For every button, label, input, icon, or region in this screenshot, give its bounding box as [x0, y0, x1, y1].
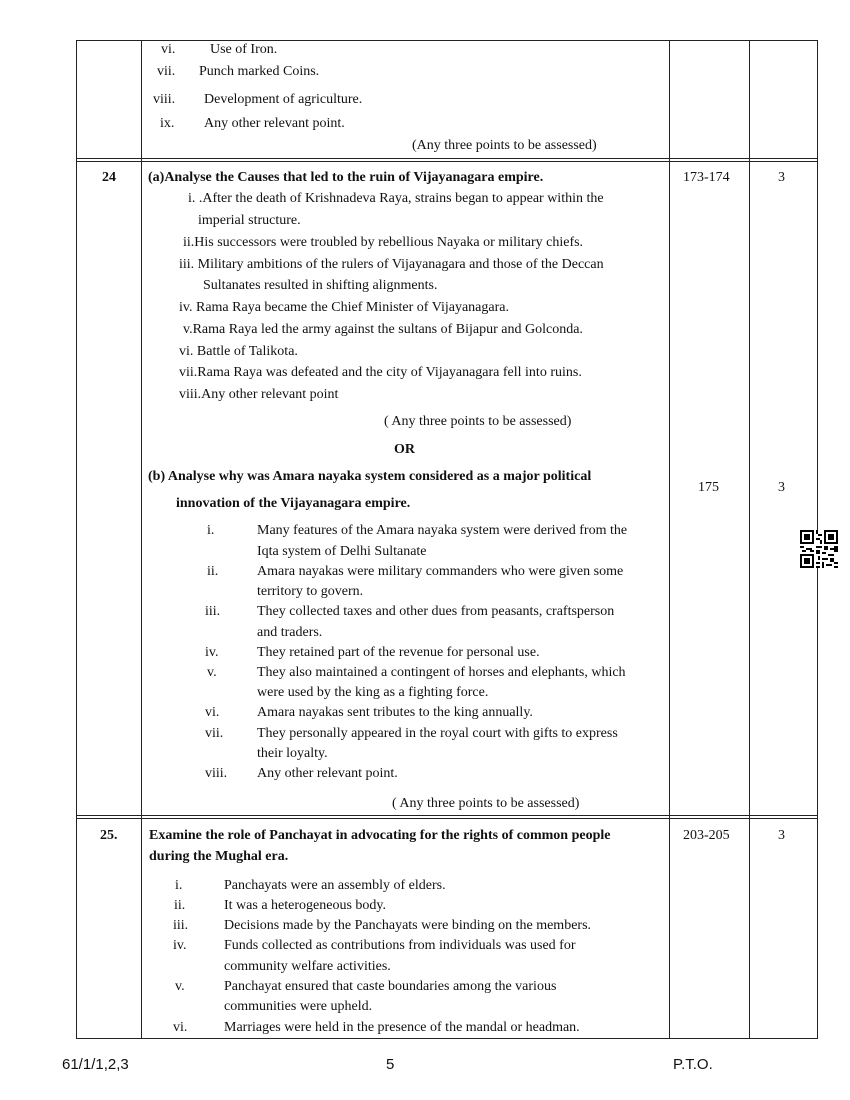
q25-item-num: ii. — [174, 898, 186, 913]
q24a-line: v.Rama Raya led the army against the sultans of Bijapur and Golconda. — [183, 322, 583, 337]
table-border-col2 — [669, 40, 670, 1039]
q24b-item-line: and traders. — [257, 625, 323, 640]
q24a-marks: 3 — [778, 170, 785, 185]
q24a-line: vii.Rama Raya was defeated and the city of Vijayanagara fell into ruins. — [179, 365, 582, 380]
footer-paper-code: 61/1/1,2,3 — [62, 1056, 129, 1073]
q25-item-line: Decisions made by the Panchayats were binding on the members. — [224, 918, 592, 933]
q25-item-num: vi. — [173, 1020, 188, 1035]
q24a-line: imperial structure. — [198, 213, 301, 228]
footer-page-number: 5 — [386, 1056, 395, 1073]
row-divider-25 — [76, 815, 818, 816]
q24b-title-line1: (b) Analyse why was Amara nayaka system considered as a major political — [148, 469, 592, 484]
q25-item-line: Marriages were held in the presence of the mandal or headman. — [224, 1020, 580, 1035]
q24a-title: (a)Analyse the Causes that led to the ruin of Vijayanagara empire. — [148, 170, 544, 185]
q24b-item-line: They personally appeared in the royal court with gifts to express — [257, 726, 618, 741]
q24b-assess-note: ( Any three points to be assessed) — [392, 796, 580, 811]
q25-item-num: iii. — [173, 918, 189, 933]
q25-marks: 3 — [778, 828, 785, 843]
qr-code-icon — [800, 530, 838, 568]
q24b-marks: 3 — [778, 480, 785, 495]
top-item-text: Any other relevant point. — [204, 116, 345, 131]
footer-pto: P.T.O. — [673, 1056, 713, 1073]
q25-item-num: v. — [175, 979, 185, 994]
q25-number: 25. — [100, 828, 118, 843]
q24-number: 24 — [102, 170, 116, 185]
top-item-num: ix. — [160, 116, 175, 131]
q24b-item-line: were used by the king as a fighting force. — [257, 685, 489, 700]
table-border-bottom — [76, 1038, 818, 1039]
q24b-item-line: territory to govern. — [257, 584, 364, 599]
q24b-item-num: iii. — [205, 604, 221, 619]
top-item-text: Punch marked Coins. — [199, 64, 320, 79]
q24a-line: iv. Rama Raya became the Chief Minister of Vijayanagara. — [179, 300, 509, 315]
q24-or-label: OR — [394, 442, 415, 457]
top-item-text: Use of Iron. — [210, 42, 278, 57]
table-border-col3 — [749, 40, 750, 1039]
row-divider-24b — [76, 161, 818, 162]
q24b-item-line: Any other relevant point. — [257, 766, 398, 781]
q24b-pages: 175 — [698, 480, 719, 495]
q25-title-line1: Examine the role of Panchayat in advocating for the rights of common people — [149, 828, 611, 843]
q24a-line: Sultanates resulted in shifting alignments. — [203, 278, 438, 293]
q24b-item-line: They collected taxes and other dues from peasants, craftsperson — [257, 604, 615, 619]
q24b-item-line: Many features of the Amara nayaka system were derived from the — [257, 523, 628, 538]
q24b-item-num: i. — [207, 523, 215, 538]
table-border-col1 — [141, 40, 142, 1039]
q24b-item-line: Iqta system of Delhi Sultanate — [257, 544, 427, 559]
q24b-item-num: vi. — [205, 705, 220, 720]
q25-pages: 203-205 — [683, 828, 730, 843]
top-item-num: vii. — [157, 64, 176, 79]
q24b-item-line: Amara nayakas sent tributes to the king annually. — [257, 705, 533, 720]
q24a-line: i. .After the death of Krishnadeva Raya, strains began to appear within the — [188, 191, 604, 206]
q24a-line: vi. Battle of Talikota. — [179, 344, 298, 359]
q24a-line: ii.His successors were troubled by rebellious Nayaka or military chiefs. — [183, 235, 584, 250]
q24a-line: viii.Any other relevant point — [179, 387, 339, 402]
q24b-item-line: They retained part of the revenue for personal use. — [257, 645, 540, 660]
top-assess-note: (Any three points to be assessed) — [412, 138, 597, 153]
q24b-item-num: iv. — [205, 645, 219, 660]
top-item-num: vi. — [161, 42, 176, 57]
row-divider-24 — [76, 158, 818, 159]
q24b-item-line: Amara nayakas were military commanders who were given some — [257, 564, 624, 579]
q24b-item-num: vii. — [205, 726, 224, 741]
q24b-title-line2: innovation of the Vijayanagara empire. — [176, 496, 411, 511]
q25-item-num: i. — [175, 878, 183, 893]
row-divider-25b — [76, 818, 818, 819]
q24a-line: iii. Military ambitions of the rulers of Vijayanagara and those of the Deccan — [179, 257, 604, 272]
table-border-left — [76, 40, 77, 1039]
q25-item-line: Panchayats were an assembly of elders. — [224, 878, 446, 893]
q24b-item-num: ii. — [207, 564, 219, 579]
q25-item-line: community welfare activities. — [224, 959, 391, 974]
q24a-pages: 173-174 — [683, 170, 730, 185]
top-item-num: viii. — [153, 92, 176, 107]
q25-item-num: iv. — [173, 938, 187, 953]
table-border-top — [76, 40, 818, 41]
q24b-item-line: their loyalty. — [257, 746, 328, 761]
q25-item-line: communities were upheld. — [224, 999, 373, 1014]
q24b-item-num: viii. — [205, 766, 228, 781]
q24a-assess-note: ( Any three points to be assessed) — [384, 414, 572, 429]
top-item-text: Development of agriculture. — [204, 92, 363, 107]
q24b-item-num: v. — [207, 665, 217, 680]
q24b-item-line: They also maintained a contingent of horses and elephants, which — [257, 665, 626, 680]
q25-item-line: It was a heterogeneous body. — [224, 898, 386, 913]
q25-item-line: Panchayat ensured that caste boundaries among the various — [224, 979, 557, 994]
q25-title-line2: during the Mughal era. — [149, 849, 289, 864]
q25-item-line: Funds collected as contributions from individuals was used for — [224, 938, 576, 953]
